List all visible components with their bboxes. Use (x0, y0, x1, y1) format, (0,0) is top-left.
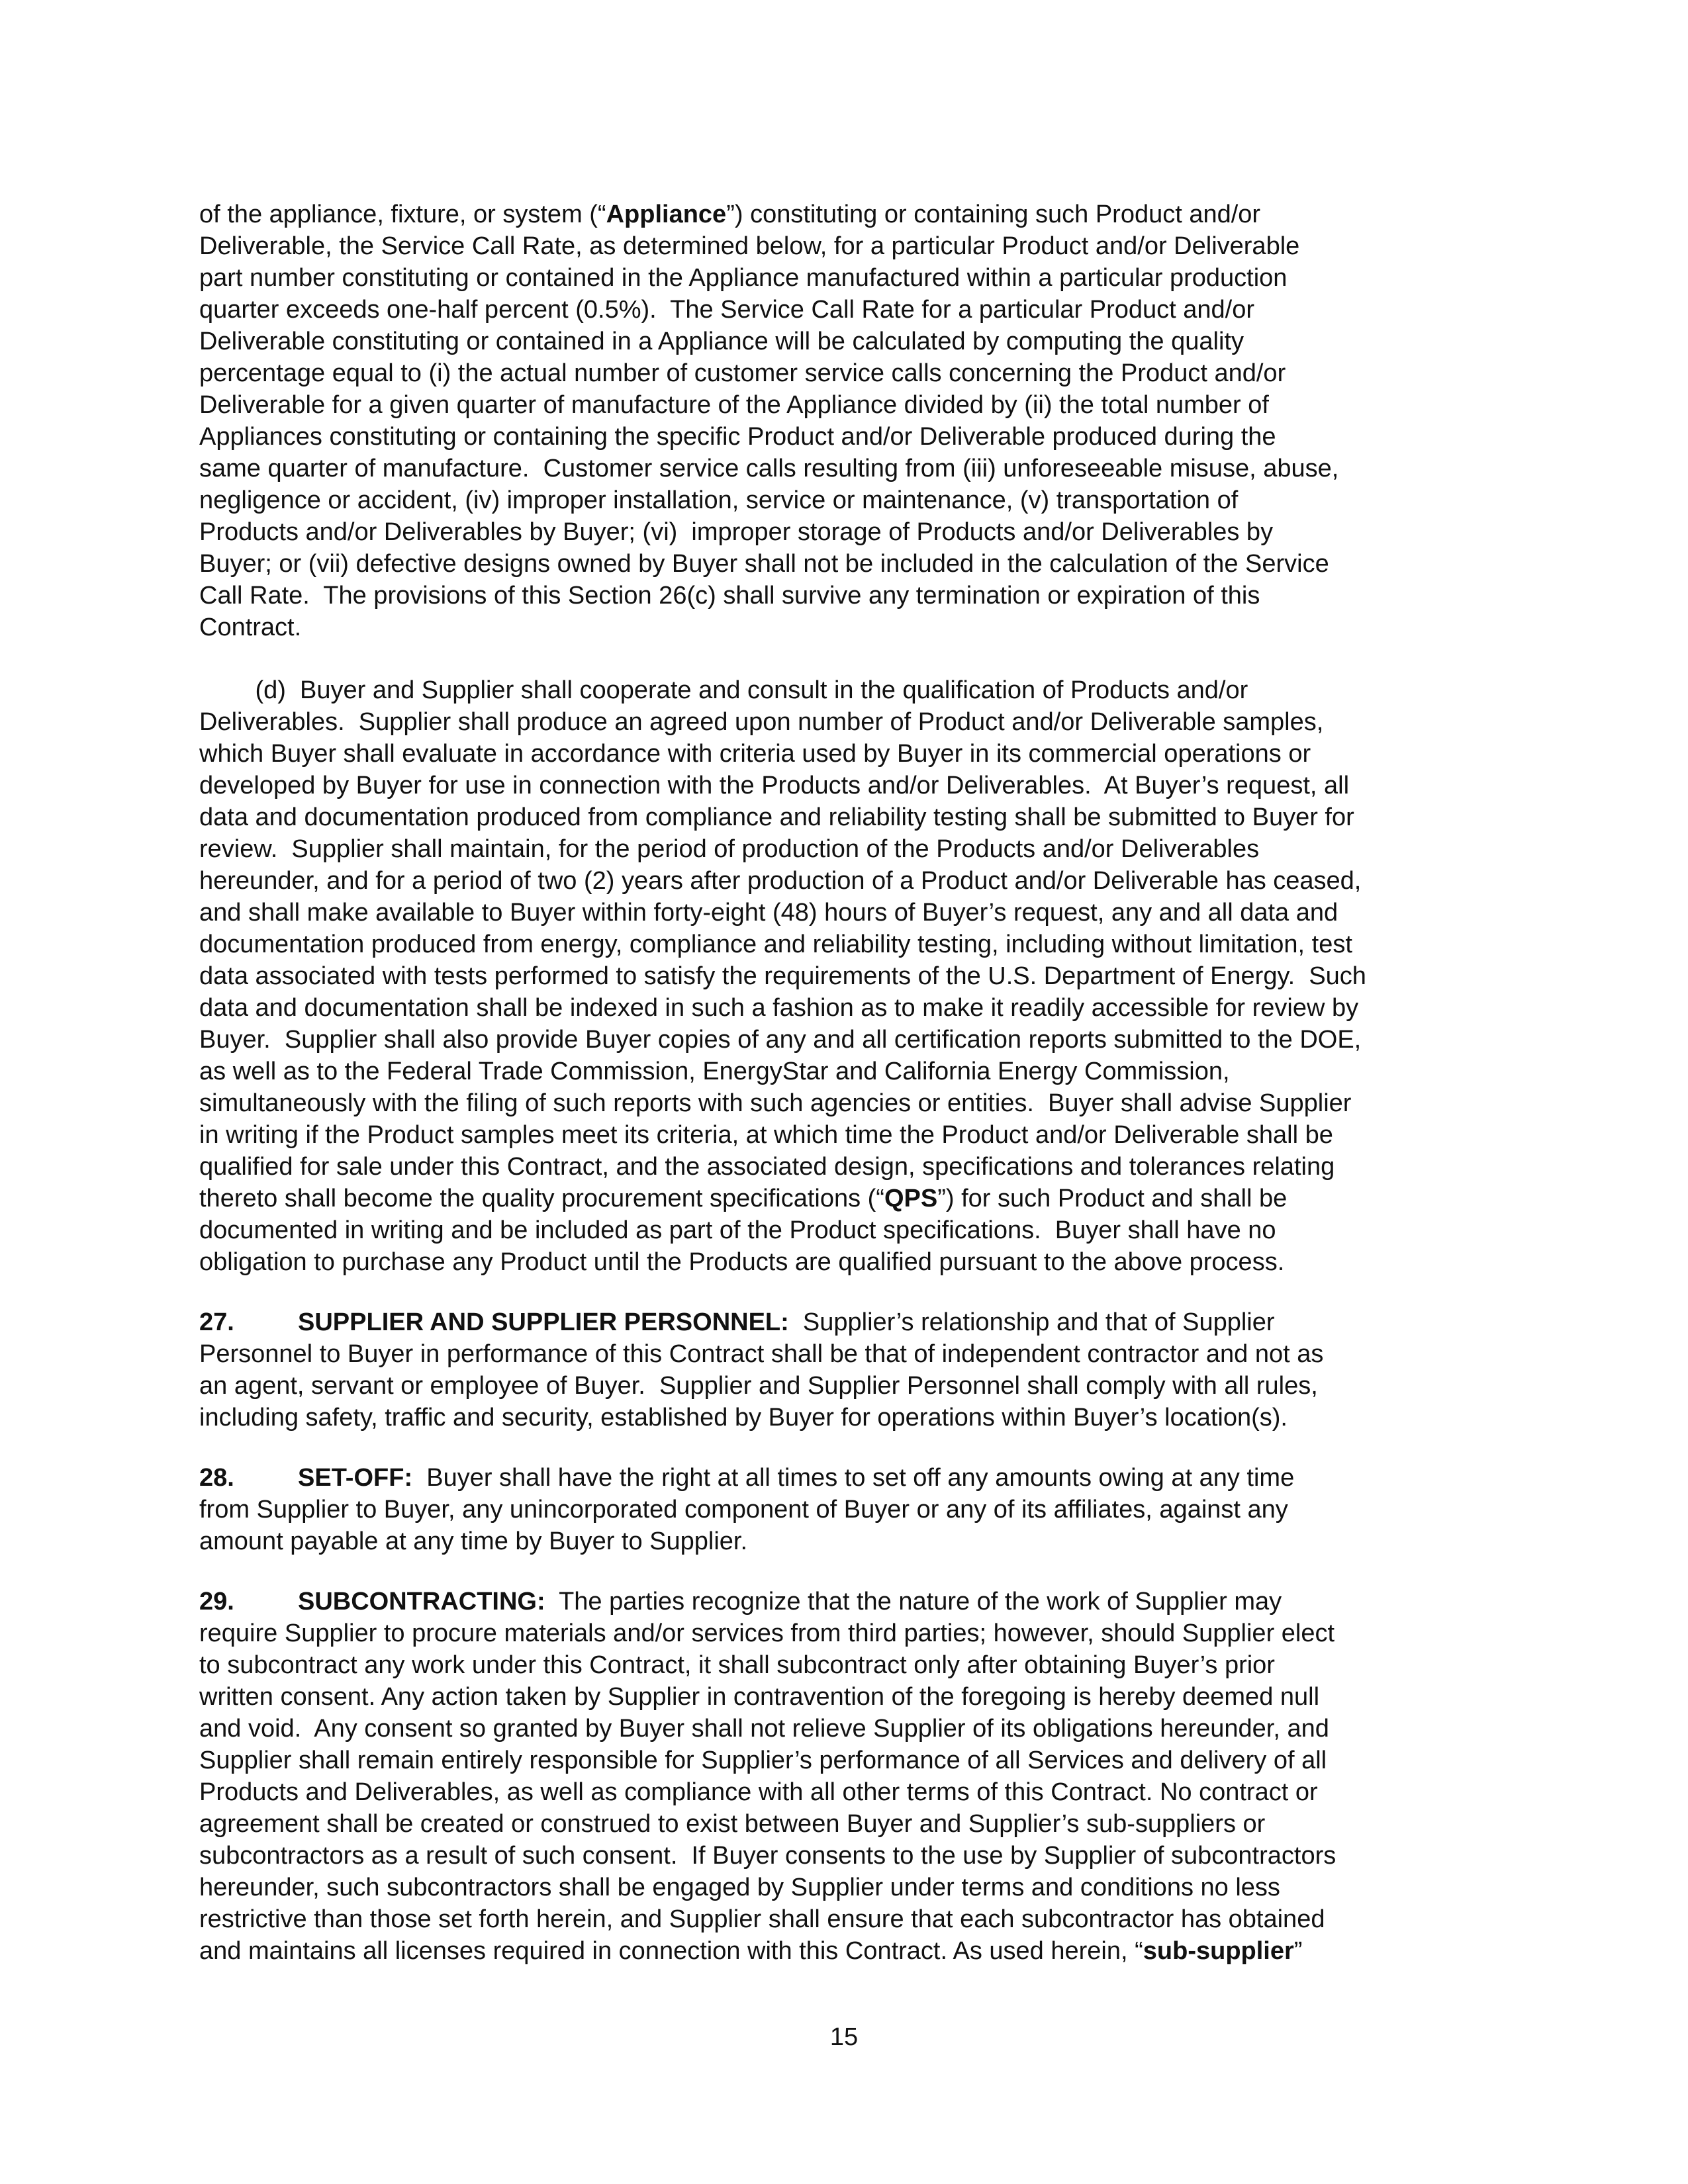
text-line: qualified for sale under this Contract, and the associated design, specifications and tolerances relating (199, 1153, 1335, 1181)
text-line: from Supplier to Buyer, any unincorporated component of Buyer or any of its affiliates, against any (199, 1496, 1288, 1524)
text-line: developed by Buyer for use in connection with the Products and/or Deliverables. At Buyer’s request, all (199, 772, 1350, 799)
section-heading: SET-OFF: (298, 1464, 413, 1492)
section-number: 28. (199, 1464, 234, 1492)
text-line: in writing if the Product samples meet its criteria, at which time the Product and/or Deliverable shall be (199, 1121, 1333, 1149)
section-heading: SUPPLIER AND SUPPLIER PERSONNEL: (298, 1308, 789, 1336)
text-line: SET-OFF: Buyer shall have the right at all times to set off any amounts owing at any time (298, 1464, 1295, 1492)
text-line: and void. Any consent so granted by Buyer shall not relieve Supplier of its obligations hereunder, and (199, 1715, 1329, 1743)
text-line: quarter exceeds one-half percent (0.5%). The Service Call Rate for a particular Product and/or (199, 296, 1254, 324)
text-line: data associated with tests performed to satisfy the requirements of the U.S. Department of Energy. Such (199, 962, 1366, 990)
text-line: agreement shall be created or construed to exist between Buyer and Supplier’s sub-suppliers or (199, 1810, 1266, 1838)
text-line: negligence or accident, (iv) improper installation, service or maintenance, (v) transportation of (199, 486, 1239, 514)
text-line: Products and Deliverables, as well as compliance with all other terms of this Contract. No contract or (199, 1778, 1318, 1806)
text-line: Supplier shall remain entirely responsible for Supplier’s performance of all Services and delivery of all (199, 1747, 1327, 1774)
text-line: restrictive than those set forth herein, and Supplier shall ensure that each subcontractor has obtained (199, 1905, 1325, 1933)
text-line: Deliverable constituting or contained in a Appliance will be calculated by computing the quality (199, 328, 1244, 355)
text-line: an agent, servant or employee of Buyer. Supplier and Supplier Personnel shall comply with all rules, (199, 1372, 1318, 1400)
text-line: and maintains all licenses required in connection with this Contract. As used herein, “sub-supplier” (199, 1937, 1303, 1965)
text-line: data and documentation shall be indexed in such a fashion as to make it readily accessible for review by (199, 994, 1359, 1022)
text-line: percentage equal to (i) the actual number of customer service calls concerning the Product and/or (199, 359, 1286, 387)
text-line: part number constituting or contained in the Appliance manufactured within a particular production (199, 264, 1288, 292)
section-number: 29. (199, 1588, 234, 1615)
text-line: Contract. (199, 614, 302, 641)
text-line: Personnel to Buyer in performance of this Contract shall be that of independent contractor and not as (199, 1340, 1324, 1368)
text-line: documented in writing and be included as part of the Product specifications. Buyer shall have no (199, 1216, 1276, 1244)
text-line: Buyer. Supplier shall also provide Buyer copies of any and all certification reports submitted to the DOE, (199, 1026, 1362, 1054)
text-line: subcontractors as a result of such consent. If Buyer consents to the use by Supplier of subcontractors (199, 1842, 1336, 1870)
text-line: hereunder, such subcontractors shall be engaged by Supplier under terms and conditions no less (199, 1874, 1280, 1901)
defined-term: sub-supplier (1143, 1937, 1294, 1965)
text-line: Deliverable for a given quarter of manufacture of the Appliance divided by (ii) the total number of (199, 391, 1269, 419)
text-line: review. Supplier shall maintain, for the period of production of the Products and/or Deliverables (199, 835, 1260, 863)
page-number: 15 (829, 2023, 859, 2051)
text-line: including safety, traffic and security, established by Buyer for operations within Buyer’s location(s). (199, 1404, 1288, 1432)
text-line: which Buyer shall evaluate in accordance with criteria used by Buyer in its commercial operations or (199, 740, 1311, 768)
text-line: hereunder, and for a period of two (2) years after production of a Product and/or Deliverable has ceased, (199, 867, 1362, 895)
text-line: thereto shall become the quality procurement specifications (“QPS”) for such Product and shall be (199, 1185, 1288, 1212)
text-line: Appliances constituting or containing the specific Product and/or Deliverable produced during the (199, 423, 1276, 451)
text-line: simultaneously with the filing of such reports with such agencies or entities. Buyer shall advise Supplier (199, 1089, 1352, 1117)
text-line: SUPPLIER AND SUPPLIER PERSONNEL: Supplier’s relationship and that of Supplier (298, 1308, 1275, 1336)
text-line: Call Rate. The provisions of this Section 26(c) shall survive any termination or expiration of this (199, 582, 1260, 610)
section-heading: SUBCONTRACTING: (298, 1588, 545, 1615)
defined-term: QPS (884, 1185, 938, 1212)
text-line: to subcontract any work under this Contract, it shall subcontract only after obtaining Buyer’s prior (199, 1651, 1275, 1679)
section-number: 27. (199, 1308, 234, 1336)
text-line: SUBCONTRACTING: The parties recognize that the nature of the work of Supplier may (298, 1588, 1282, 1615)
text-line: Deliverables. Supplier shall produce an agreed upon number of Product and/or Deliverable samples, (199, 708, 1324, 736)
text-line: obligation to purchase any Product until the Products are qualified pursuant to the above process. (199, 1248, 1285, 1276)
text-line: same quarter of manufacture. Customer service calls resulting from (iii) unforeseeable misuse, abuse, (199, 455, 1339, 482)
text-line: data and documentation produced from compliance and reliability testing shall be submitted to Buyer for (199, 803, 1354, 831)
text-line: and shall make available to Buyer within forty-eight (48) hours of Buyer’s request, any and all data and (199, 899, 1338, 927)
text-line: as well as to the Federal Trade Commission, EnergyStar and California Energy Commission, (199, 1058, 1230, 1085)
text-line: amount payable at any time by Buyer to Supplier. (199, 1527, 748, 1555)
text-line: of the appliance, fixture, or system (“Appliance”) constituting or containing such Product and/or (199, 201, 1261, 228)
text-line: written consent. Any action taken by Supplier in contravention of the foregoing is hereby deemed null (199, 1683, 1320, 1711)
text-line: Products and/or Deliverables by Buyer; (vi) improper storage of Products and/or Deliverables by (199, 518, 1274, 546)
text-line: Deliverable, the Service Call Rate, as determined below, for a particular Product and/or Deliverable (199, 232, 1300, 260)
defined-term: Appliance (606, 201, 727, 228)
text-line: (d) Buyer and Supplier shall cooperate and consult in the qualification of Products and/or (199, 676, 1248, 704)
text-line: require Supplier to procure materials and/or services from third parties; however, should Supplier elect (199, 1619, 1335, 1647)
text-line: Buyer; or (vii) defective designs owned by Buyer shall not be included in the calculation of the Service (199, 550, 1329, 578)
text-line: documentation produced from energy, compliance and reliability testing, including without limitation, test (199, 931, 1352, 958)
